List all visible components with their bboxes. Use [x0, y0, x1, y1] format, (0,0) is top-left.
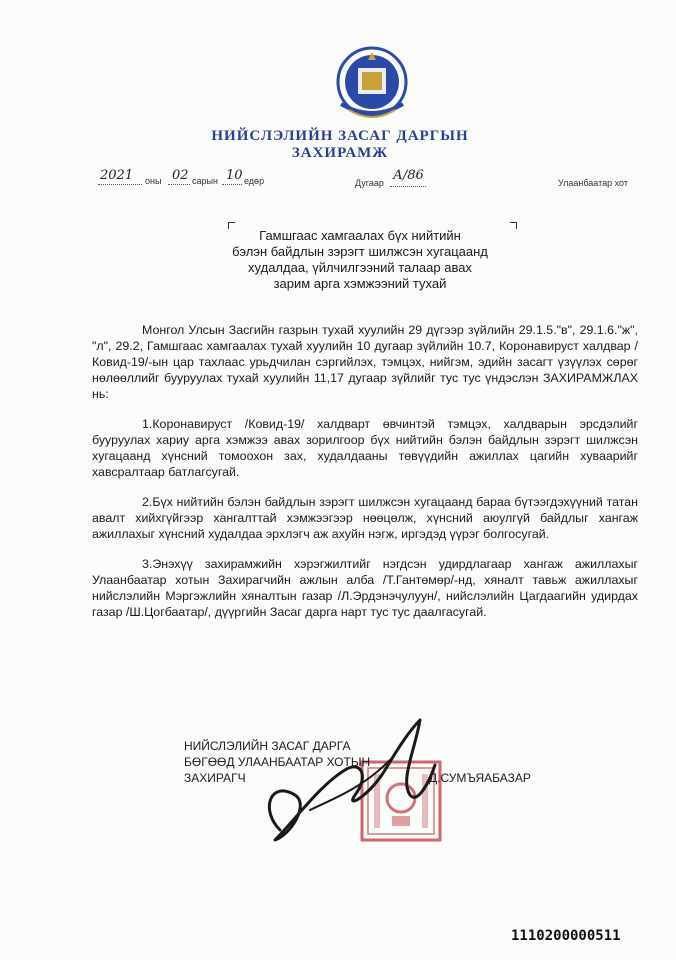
- number-label: Дугаар: [355, 178, 384, 188]
- date-year: 2021: [100, 168, 134, 183]
- org-title-line1: НИЙСЛЭЛИЙН ЗАСАГ ДАРГЫН: [211, 128, 469, 144]
- subject-line: бэлэн байдлын зэрэгт шилжсэн хугацаанд: [232, 244, 488, 259]
- signatory-title-line: НИЙСЛЭЛИЙН ЗАСАГ ДАРГА: [184, 739, 351, 753]
- state-emblem-icon: [331, 44, 413, 124]
- meta-row: [0, 168, 676, 194]
- document-body: [92, 322, 638, 634]
- date-month: 02: [172, 168, 189, 183]
- clause-paragraph: 3.Энэхүү захирамжийн хэрэгжилтийг нэгдсэн удирдлагаар хангаж ажиллахыг Улаанбаатар хотын Захирагчийн ажлын алба /Т.Гантөмөр/-нд, хяналт тавьж ажиллахыг нийслэлийн Мэргэжлийн хяналтын газар /Л.Эрдэнэчулуун/, нийслэлийн Цагдаагийн удирдах газар /Ш.Цогбаатар/, дүүргийн Засаг дарга нарт тус тус даалгасугай.: [92, 557, 638, 619]
- subject-line: зарим арга хэмжээний тухай: [273, 276, 447, 291]
- org-title-line2: ЗАХИРАМЖ: [291, 145, 389, 161]
- place-label: Улаанбаатар хот: [558, 178, 628, 188]
- date-month-label: сарын: [192, 176, 218, 186]
- signatory-title-line: БӨГӨӨД УЛААНБААТАР ХОТЫН: [184, 755, 371, 769]
- date-day: 10: [226, 168, 243, 183]
- subject-block: [200, 228, 520, 292]
- signatory-title-line: ЗАХИРАГЧ: [184, 771, 246, 785]
- org-title: [120, 128, 560, 162]
- date-day-label: едөр: [244, 176, 265, 186]
- clause-paragraph: 2.Бүх нийтийн бэлэн байдлын зэрэгт шилжсэн хугацаанд бараа бүтээгдэхүүний татан авалт хийхгүйгээр хангалттай хэмжээгээр нөөцөлж, хүнсний аюулгүй байдлыг хангаж ажиллахыг хүнсний худалдаа эрхлэгч аж ахуйн нэгж, иргэдэд үүрэг болгосугай.: [92, 495, 638, 541]
- subject-line: худалдаа, үйлчилгээний талаар авах: [248, 260, 472, 275]
- document-number: А/86: [393, 168, 424, 183]
- handwritten-signature-icon: [250, 700, 450, 850]
- preamble-paragraph: Монгол Улсын Засгийн газрын тухай хуулийн 29 дүгээр зүйлийн 29.1.5."в", 29.1.6."ж", "л", 29.2, Гамшгаас хамгаалах тухай хуулийн 10 дугаар зүйлийн 10.7, Коронавируст халдвар /Ковид-19/-ын цар тахлаас урьдчилан сэргийлэх, тэмцэх, нийгэм, эдийн засагт үзүүлэх сөрөг нөлөөллийг бууруулах тухай хуулийн 11,17 дугаар зүйлийг тус тус үндэслэн ЗАХИРАМЖЛАХ нь:: [92, 323, 638, 401]
- serial-number: 1110200000511: [511, 928, 621, 944]
- subject-line: Гамшгаас хамгаалах бүх нийтийн: [259, 228, 461, 243]
- signatory-name: Д.СУМЪЯАБАЗАР: [429, 771, 531, 785]
- date-year-label: оны: [145, 176, 162, 186]
- clause-paragraph: 1.Коронавируст /Ковид-19/ халдварт өвчинтэй тэмцэх, халдварын эрсдэлийг бууруулах хариу арга хэмжээ авах зорилгоор бүх нийтийн бэлэн байдлын зэрэгт шилжсэн хугацаанд хүнсний томоохон зах, худалдааны төвүүдийн ажиллах цагийн хуваарийг хавсралтаар батлагсугай.: [92, 417, 638, 479]
